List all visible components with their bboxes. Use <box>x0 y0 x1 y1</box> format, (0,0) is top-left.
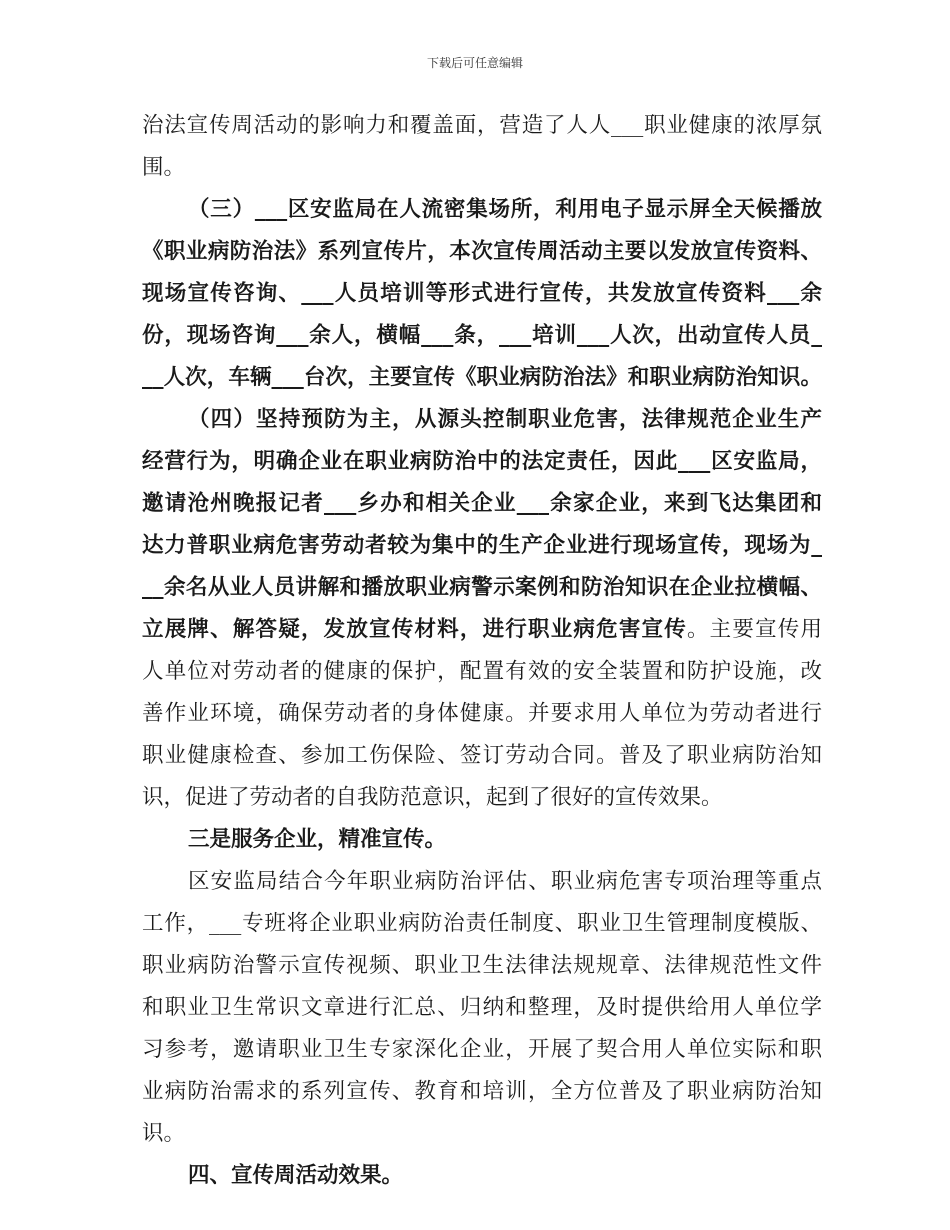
paragraph-line: 现场宣传咨询、___人员培训等形式进行宣传，共发放宣传资料___余 <box>142 281 822 306</box>
paragraph-line: 邀请沧州晚报记者___乡办和相关企业___余家企业，来到飞达集团和 <box>142 491 822 516</box>
paragraph-line: （三）___区安监局在人流密集场所，利用电子显示屏全天候播放 <box>188 197 822 222</box>
normal-run: 。主要宣传用 <box>686 617 822 642</box>
paragraph-line: （四）坚持预防为主，从源头控制职业危害，法律规范企业生产 <box>188 407 822 432</box>
paragraph-line: 达力普职业病危害劳动者较为集中的生产企业进行现场宣传，现场为_ <box>142 533 822 558</box>
paragraph-line: 工作，___专班将企业职业病防治责任制度、职业卫生管理制度模版、 <box>142 911 822 936</box>
section-heading: 四、宣传周活动效果。 <box>188 1163 404 1188</box>
page-header-note: 下载后可任意编辑 <box>426 56 523 70</box>
document-body <box>142 105 822 1197</box>
paragraph-line: 识，促进了劳动者的自我防范意识，起到了很好的宣传效果。 <box>142 785 723 810</box>
paragraph-line: 治法宣传周活动的影响力和覆盖面，营造了人人___职业健康的浓厚氛 <box>142 113 822 138</box>
bold-run: 立展牌、解答疑，发放宣传材料，进行职业病危害宣传 <box>142 617 687 642</box>
paragraph-line: 人单位对劳动者的健康的保护，配置有效的安全装置和防护设施，改 <box>142 659 822 684</box>
paragraph-line: 经营行为，明确企业在职业病防治中的法定责任，因此___区安监局， <box>142 449 822 474</box>
paragraph-line: 区安监局结合今年职业病防治评估、职业病危害专项治理等重点 <box>188 869 822 894</box>
paragraph-line: 围。 <box>142 155 186 180</box>
paragraph-line: 业病防治需求的系列宣传、教育和培训，全方位普及了职业病防治知 <box>142 1079 822 1104</box>
paragraph-line: 善作业环境，确保劳动者的身体健康。并要求用人单位为劳动者进行 <box>142 701 822 726</box>
paragraph-line: 份，现场咨询___余人，横幅___条，___培训___人次，出动宣传人员_ <box>142 323 822 348</box>
paragraph-line: __余名从业人员讲解和播放职业病警示案例和防治知识在企业拉横幅、 <box>142 575 822 600</box>
paragraph-line: 职业病防治警示宣传视频、职业卫生法律法规规章、法律规范性文件 <box>142 953 822 978</box>
paragraph-line: 习参考，邀请职业卫生专家深化企业，开展了契合用人单位实际和职 <box>142 1037 822 1062</box>
paragraph-line: 《职业病防治法》系列宣传片，本次宣传周活动主要以发放宣传资料、 <box>142 239 822 264</box>
paragraph-line: 识。 <box>142 1121 186 1146</box>
paragraph-line: 职业健康检查、参加工伤保险、签订劳动合同。普及了职业病防治知 <box>142 743 822 768</box>
paragraph-line-mixed <box>142 609 822 651</box>
paragraph-line: __人次，车辆___台次，主要宣传《职业病防治法》和职业病防治知识。 <box>142 365 822 390</box>
section-heading: 三是服务企业，精准宣传。 <box>188 827 447 852</box>
paragraph-line: 和职业卫生常识文章进行汇总、归纳和整理，及时提供给用人单位学 <box>142 995 822 1020</box>
